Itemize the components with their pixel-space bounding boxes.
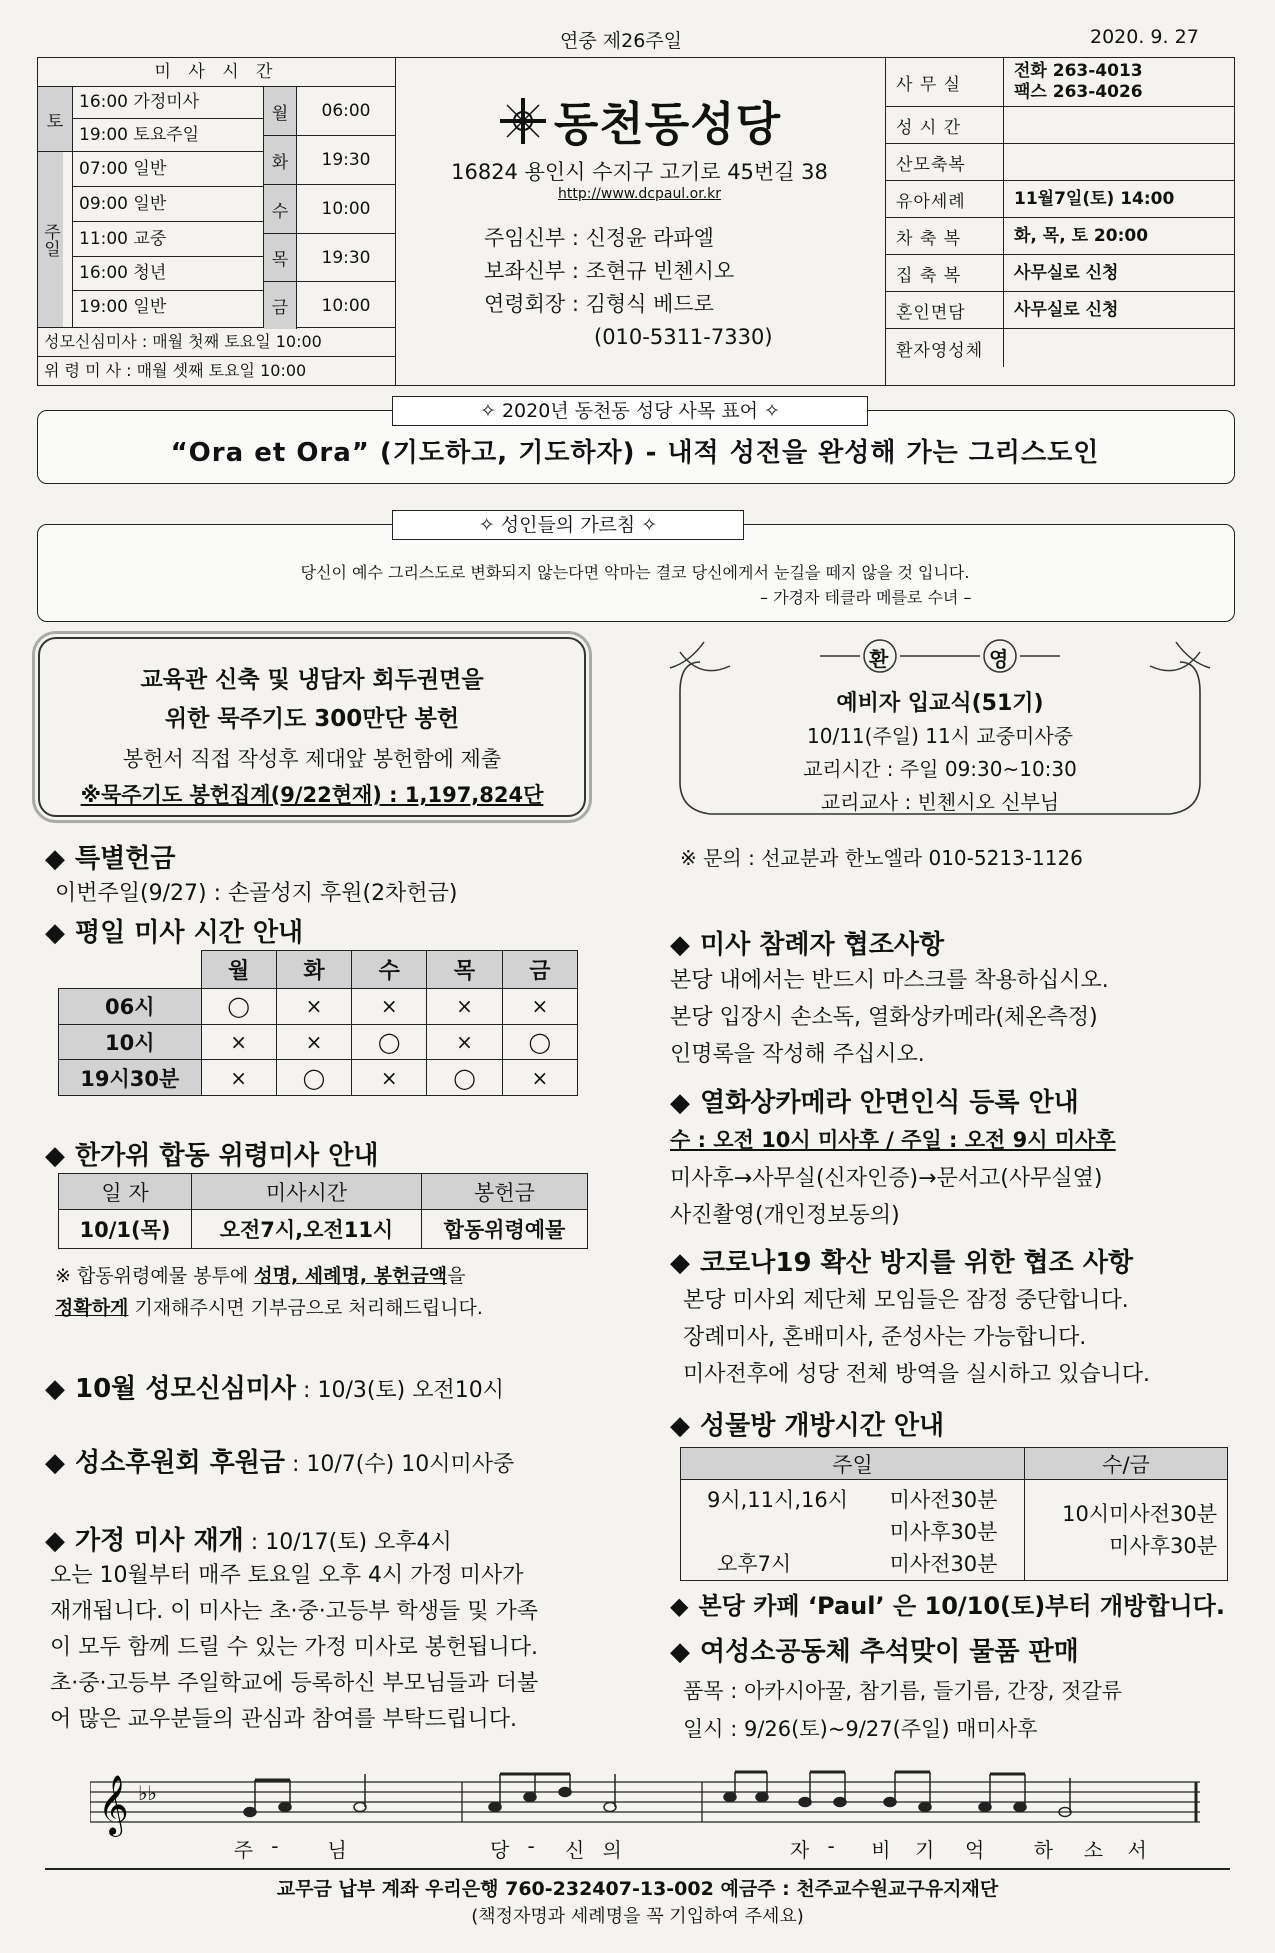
shop-hours-table xyxy=(680,1447,1228,1581)
table-row xyxy=(59,1060,578,1096)
pastor: 주임신부 : 신정윤 라파엘 xyxy=(484,226,714,250)
women-heading xyxy=(670,1631,1079,1668)
chuseok-col-time: 미사시간 xyxy=(192,1174,422,1210)
day-header: 금 xyxy=(502,951,577,989)
sunday-label: 주일 xyxy=(38,152,63,327)
women-title: 여성소공동체 추석맞이 물품 판매 xyxy=(700,1637,1079,1667)
office-value: 11월7일(토) 14:00 xyxy=(1014,188,1175,209)
weekday-time: 06:00 xyxy=(321,101,371,121)
cafe-heading xyxy=(670,1586,1225,1621)
chuseok-col-date: 일 자 xyxy=(59,1174,192,1210)
welcome-char-2: 영 xyxy=(989,647,1009,671)
lyric-syllable: 소 xyxy=(1083,1838,1104,1862)
weekday-mass-title: 평일 미사 시간 안내 xyxy=(75,918,304,948)
rosary-box xyxy=(38,637,586,817)
camera-paragraph xyxy=(670,1160,1103,1234)
parish-address: 16824 용인시 수지구 고기로 45번길 38 xyxy=(451,160,828,184)
funeral-phone: (010-5311-7330) xyxy=(594,325,773,349)
footer-note: (책정자명과 세례명을 꼭 기입하여 주세요) xyxy=(471,1906,804,1927)
chuseok-note-c: 을 xyxy=(447,1265,466,1287)
weekday-label: 수 xyxy=(264,185,297,233)
mass-mark: ◯ xyxy=(502,1024,577,1060)
chuseok-heading xyxy=(45,1135,378,1172)
women-items: 품목 : 아카시아꿀, 참기름, 들기름, 간장, 젓갈류 xyxy=(683,1679,1122,1703)
office-key: 혼인면담 xyxy=(886,292,1004,328)
weekday-mass-heading xyxy=(45,912,303,949)
cooperation-line: 본당 입장시 손소독, 열화상카메라(체온측정) xyxy=(670,1005,1098,1030)
special-offering-heading xyxy=(45,838,175,875)
weekday-time: 19:30 xyxy=(321,247,371,268)
footer-rule xyxy=(45,1868,1230,1870)
mass-mark: × xyxy=(352,1060,427,1096)
covid-line: 본당 미사외 제단체 모임들은 잠정 중단합니다. xyxy=(683,1288,1129,1313)
weekday-label: 화 xyxy=(264,136,297,184)
chuseok-note xyxy=(55,1260,625,1324)
diamond-icon: ◆ xyxy=(670,1411,690,1441)
welcome-line-2: 교리시간 : 주일 09:30~10:30 xyxy=(803,757,1077,781)
family-line: 이 모두 함께 드릴 수 있는 가정 미사로 봉헌됩니다. xyxy=(50,1635,538,1660)
mass-mark: ◯ xyxy=(352,1024,427,1060)
mass-mark: × xyxy=(201,1060,276,1096)
time-label: 06시 xyxy=(59,988,202,1024)
parish-url[interactable]: http://www.dcpaul.or.kr xyxy=(557,186,722,202)
camera-title: 열화상카메라 안면인식 등록 안내 xyxy=(700,1088,1079,1118)
family-mass xyxy=(45,1520,452,1557)
office-row xyxy=(886,292,1234,329)
lyric-syllable: - xyxy=(271,1834,279,1858)
saturday-label: 토 xyxy=(38,87,72,152)
family-text: : 10/17(토) 오후4시 xyxy=(243,1530,452,1555)
diamond-icon: ◆ xyxy=(45,1448,65,1478)
day-header: 목 xyxy=(427,951,502,989)
welcome-contact: ※ 문의 : 선교분과 한노엘라 010-5213-1126 xyxy=(680,846,1083,870)
week-label: 연중 제26주일 xyxy=(560,30,682,52)
shop-wedfri-after: 미사후30분 xyxy=(1109,1534,1217,1558)
lyric-syllable: 억 xyxy=(965,1838,985,1862)
mass-mark: × xyxy=(352,988,427,1024)
saint-title: ✧ 성인들의 가르침 ✧ xyxy=(392,510,744,540)
office-key: 환자영성체 xyxy=(886,329,1004,367)
welcome-line-3: 교리교사 : 빈첸시오 신부님 xyxy=(820,790,1060,814)
cooperation-title: 미사 참례자 협조사항 xyxy=(700,930,945,960)
cooperation-paragraph xyxy=(670,962,1109,1073)
office-value: 전화 263-4013 팩스 263-4026 xyxy=(1014,61,1143,102)
family-line: 어 많은 교우분들의 관심과 참여를 부탁드립니다. xyxy=(50,1707,518,1732)
marian-text: : 10/3(토) 오전10시 xyxy=(296,1378,505,1403)
diamond-icon: ◆ xyxy=(45,844,65,874)
office-value xyxy=(1004,107,1234,143)
rosary-line-1: 교육관 신축 및 냉담자 회두권면을 xyxy=(140,667,484,693)
lyric-syllable: 하 xyxy=(1033,1838,1054,1862)
support-title: 성소후원회 후원금 xyxy=(75,1448,285,1478)
mass-mark: × xyxy=(502,988,577,1024)
family-line: 재개됩니다. 이 미사는 초·중·고등부 학생들 및 가족 xyxy=(50,1599,538,1624)
mass-mark: × xyxy=(427,988,502,1024)
family-title: 가정 미사 재개 xyxy=(75,1526,244,1556)
family-line: 오는 10월부터 매주 토요일 오후 4시 가정 미사가 xyxy=(50,1563,524,1588)
camera-heading xyxy=(670,1082,1079,1119)
office-key: 차 축 복 xyxy=(886,218,1004,254)
mass-sun-2: 09:00 일반 xyxy=(73,187,263,222)
shop-evening-before: 미사전30분 xyxy=(889,1552,998,1576)
camera-line: 미사후→사무실(신자인증)→문서고(사무실옆) xyxy=(670,1166,1103,1191)
mass-mark: × xyxy=(427,1024,502,1060)
mass-sun-4: 16:00 청년 xyxy=(73,257,263,291)
svg-text:♭♭: ♭♭ xyxy=(138,1781,157,1805)
diamond-icon: ◆ xyxy=(670,1248,690,1278)
office-table-body xyxy=(885,57,1235,386)
family-mass-paragraph xyxy=(50,1558,538,1738)
family-line: 초·중·고등부 주일학교에 등록하신 부모님들과 더불 xyxy=(50,1671,539,1696)
lyric-syllable: - xyxy=(827,1834,835,1858)
mass-mark: ◯ xyxy=(201,988,276,1024)
diamond-icon: ◆ xyxy=(45,1374,65,1404)
mass-schedule-box xyxy=(37,57,396,386)
camera-line: 사진촬영(개인정보동의) xyxy=(670,1203,900,1228)
weekday-label: 목 xyxy=(264,234,297,281)
lyric-syllable: 의 xyxy=(602,1838,622,1862)
footer-account: 교무금 납부 계좌 우리은행 760-232407-13-002 예금주 : 천주교수원교구유지재단 xyxy=(276,1878,999,1900)
office-key: 유아세례 xyxy=(886,181,1004,217)
shop-heading xyxy=(670,1405,944,1442)
special-offering-title: 특별헌금 xyxy=(75,844,176,874)
date-label: 2020. 9. 27 xyxy=(1090,26,1199,48)
cooperation-heading xyxy=(670,924,944,961)
chuseok-title: 한가위 합동 위령미사 안내 xyxy=(75,1141,379,1171)
diamond-icon: ◆ xyxy=(670,930,690,960)
mass-mark: × xyxy=(276,988,351,1024)
requiem-monthly: 위 령 미 사 : 매월 셋째 토요일 10:00 xyxy=(44,361,307,380)
welcome-content xyxy=(690,687,1190,819)
camera-times: 수 : 오전 10시 미사후 / 주일 : 오전 9시 미사후 xyxy=(670,1128,1116,1152)
weekday-mass-table xyxy=(58,950,578,1096)
covid-line: 미사전후에 성당 전체 방역을 실시하고 있습니다. xyxy=(683,1362,1151,1387)
chuseok-table xyxy=(58,1173,588,1249)
office-key: 성 시 간 xyxy=(886,107,1004,143)
mass-mark: × xyxy=(201,1024,276,1060)
mass-schedule-title: 미 사 시 간 xyxy=(38,58,395,87)
rosary-line-2: 위한 묵주기도 300만단 봉헌 xyxy=(164,706,460,732)
office-row xyxy=(886,181,1234,218)
mass-sat-2: 19:00 토요주일 xyxy=(73,119,263,152)
shop-col-wedfri: 수/금 xyxy=(1025,1448,1228,1480)
diamond-icon: ◆ xyxy=(670,1637,690,1667)
chuseok-time: 오전7시,오전11시 xyxy=(192,1210,422,1249)
day-header: 월 xyxy=(201,951,276,989)
women-date: 일시 : 9/26(토)~9/27(주일) 매미사후 xyxy=(683,1717,1038,1741)
motto-text: “Ora et Ora” (기도하고, 기도하자) - 내적 성전을 완성해 가는 그리스도인 xyxy=(170,438,1100,468)
shop-sunday-before: 미사전30분 xyxy=(889,1488,998,1512)
office-row xyxy=(886,218,1234,255)
office-value: 화, 목, 토 20:00 xyxy=(1014,225,1149,246)
rosary-line-4: ※묵주기도 봉헌집계(9/22현재) : 1,197,824단 xyxy=(80,783,544,807)
special-offering-text: 이번주일(9/27) : 손골성지 후원(2차헌금) xyxy=(55,881,458,906)
weekday-time: 19:30 xyxy=(321,150,371,170)
motto-title: ✧ 2020년 동천동 성당 사목 표어 ✧ xyxy=(392,396,868,426)
lyric-syllable: 당 xyxy=(490,1838,510,1862)
shop-sunday-evening: 오후7시 xyxy=(717,1552,792,1576)
chuseok-note-b: 성명, 세례명, 봉헌금액 xyxy=(254,1265,448,1287)
shop-title: 성물방 개방시간 안내 xyxy=(700,1411,945,1441)
weekday-time: 10:00 xyxy=(321,199,371,219)
chuseok-col-offering: 봉헌금 xyxy=(421,1174,587,1210)
covid-title: 코로나19 확산 방지를 위한 협조 사항 xyxy=(700,1248,1134,1278)
mass-sat-1: 16:00 가정미사 xyxy=(73,87,263,119)
table-row xyxy=(59,1024,578,1060)
lyric-syllable: - xyxy=(527,1834,535,1858)
diamond-icon: ◆ xyxy=(45,1141,65,1171)
lyric-syllable: 신 xyxy=(565,1838,585,1862)
time-label: 10시 xyxy=(59,1024,202,1060)
cooperation-line: 본당 내에서는 반드시 마스크를 착용하십시오. xyxy=(670,968,1109,993)
weekday-label: 금 xyxy=(264,282,297,329)
shop-col-sunday: 주일 xyxy=(681,1448,1025,1480)
lyric-syllable: 님 xyxy=(327,1838,347,1862)
covid-line: 장례미사, 혼배미사, 준성사는 가능합니다. xyxy=(683,1325,1087,1350)
lyric-syllable: 자 xyxy=(790,1838,810,1862)
mass-mark: × xyxy=(502,1060,577,1096)
vocation-support xyxy=(45,1442,514,1479)
chuseok-note-a: ※ 합동위령예물 봉투에 xyxy=(55,1265,255,1287)
table-row xyxy=(59,988,578,1024)
chuseok-date: 10/1(목) xyxy=(59,1210,192,1249)
support-text: : 10/7(수) 10시미사중 xyxy=(284,1452,515,1477)
parish-info xyxy=(394,57,885,386)
office-value: 사무실로 신청 xyxy=(1014,262,1119,283)
office-value xyxy=(1004,329,1234,367)
office-key: 집 축 복 xyxy=(886,255,1004,291)
chuseok-note-d: 정확하게 xyxy=(55,1297,129,1319)
mass-mark: × xyxy=(276,1024,351,1060)
lyric-syllable: 주 xyxy=(233,1838,254,1862)
diamond-icon: ◆ xyxy=(670,1592,689,1620)
chuseok-note-e: 기재해주시면 기부금으로 처리해드립니다. xyxy=(128,1297,483,1319)
parish-name: 동천동성당 xyxy=(553,97,782,151)
office-key: 사 무 실 xyxy=(886,58,1004,106)
cross-logo-icon xyxy=(498,96,548,146)
covid-heading xyxy=(670,1242,1133,1279)
diamond-icon: ◆ xyxy=(670,1088,690,1118)
mass-sun-3: 11:00 교중 xyxy=(73,222,263,257)
lyric-syllable: 서 xyxy=(1127,1838,1147,1862)
welcome-char-1: 환 xyxy=(869,647,889,671)
diamond-icon: ◆ xyxy=(45,1526,65,1556)
lyric-syllable: 기 xyxy=(915,1838,935,1862)
music-staff xyxy=(90,1760,1200,1840)
shop-wedfri-before: 10시미사전30분 xyxy=(1062,1502,1217,1526)
office-row xyxy=(886,144,1234,181)
music-lyrics xyxy=(90,1834,1200,1860)
cooperation-line: 인명록을 작성해 주십시오. xyxy=(670,1042,925,1067)
mass-sun-5: 19:00 일반 xyxy=(79,297,167,317)
weekday-label: 월 xyxy=(264,87,297,135)
saint-quote: 당신이 예수 그리스도로 변화되지 않는다면 악마는 결코 당신에게서 눈길을 떼지 않을 것 입니다. xyxy=(300,563,970,582)
office-row xyxy=(886,255,1234,292)
svg-text:𝄞: 𝄞 xyxy=(98,1775,129,1835)
marian-title: 10월 성모신심미사 xyxy=(75,1374,297,1404)
office-value xyxy=(1004,144,1234,180)
diamond-icon: ◆ xyxy=(45,918,65,948)
mass-mark: ◯ xyxy=(276,1060,351,1096)
office-row xyxy=(886,329,1234,367)
office-row xyxy=(886,58,1234,107)
covid-paragraph xyxy=(683,1282,1150,1393)
office-value: 사무실로 신청 xyxy=(1014,299,1119,320)
marian-mass xyxy=(45,1368,504,1405)
funeral-chair: 연령회장 : 김형식 베드로 xyxy=(484,292,714,316)
saint-author: – 가경자 테클라 메를로 수녀 – xyxy=(760,588,972,607)
women-paragraph xyxy=(683,1672,1122,1748)
mass-sun-1: 07:00 일반 xyxy=(73,152,263,187)
cafe-title: 본당 카페 ‘Paul’ 은 10/10(토)부터 개방합니다. xyxy=(698,1592,1225,1620)
assistant-pastor: 보좌신부 : 조현규 빈첸시오 xyxy=(484,259,735,283)
welcome-line-1: 10/11(주일) 11시 교중미사중 xyxy=(807,724,1073,748)
marian-monthly: 성모신심미사 : 매월 첫째 토요일 10:00 xyxy=(38,328,395,357)
lyric-syllable: 비 xyxy=(871,1838,891,1862)
day-header: 화 xyxy=(276,951,351,989)
time-label: 19시30분 xyxy=(59,1060,202,1096)
mass-mark: ◯ xyxy=(427,1060,502,1096)
rosary-line-3: 봉헌서 직접 작성후 제대앞 봉헌함에 제출 xyxy=(122,747,502,771)
shop-sunday-times: 9시,11시,16시 xyxy=(707,1488,849,1512)
shop-sunday-after: 미사후30분 xyxy=(889,1520,998,1544)
weekday-time: 10:00 xyxy=(321,295,371,316)
office-key: 산모축복 xyxy=(886,144,1004,180)
office-row xyxy=(886,107,1234,144)
day-header: 수 xyxy=(352,951,427,989)
chuseok-offering: 합동위령예물 xyxy=(421,1210,587,1249)
welcome-title: 예비자 입교식(51기) xyxy=(836,691,1044,716)
